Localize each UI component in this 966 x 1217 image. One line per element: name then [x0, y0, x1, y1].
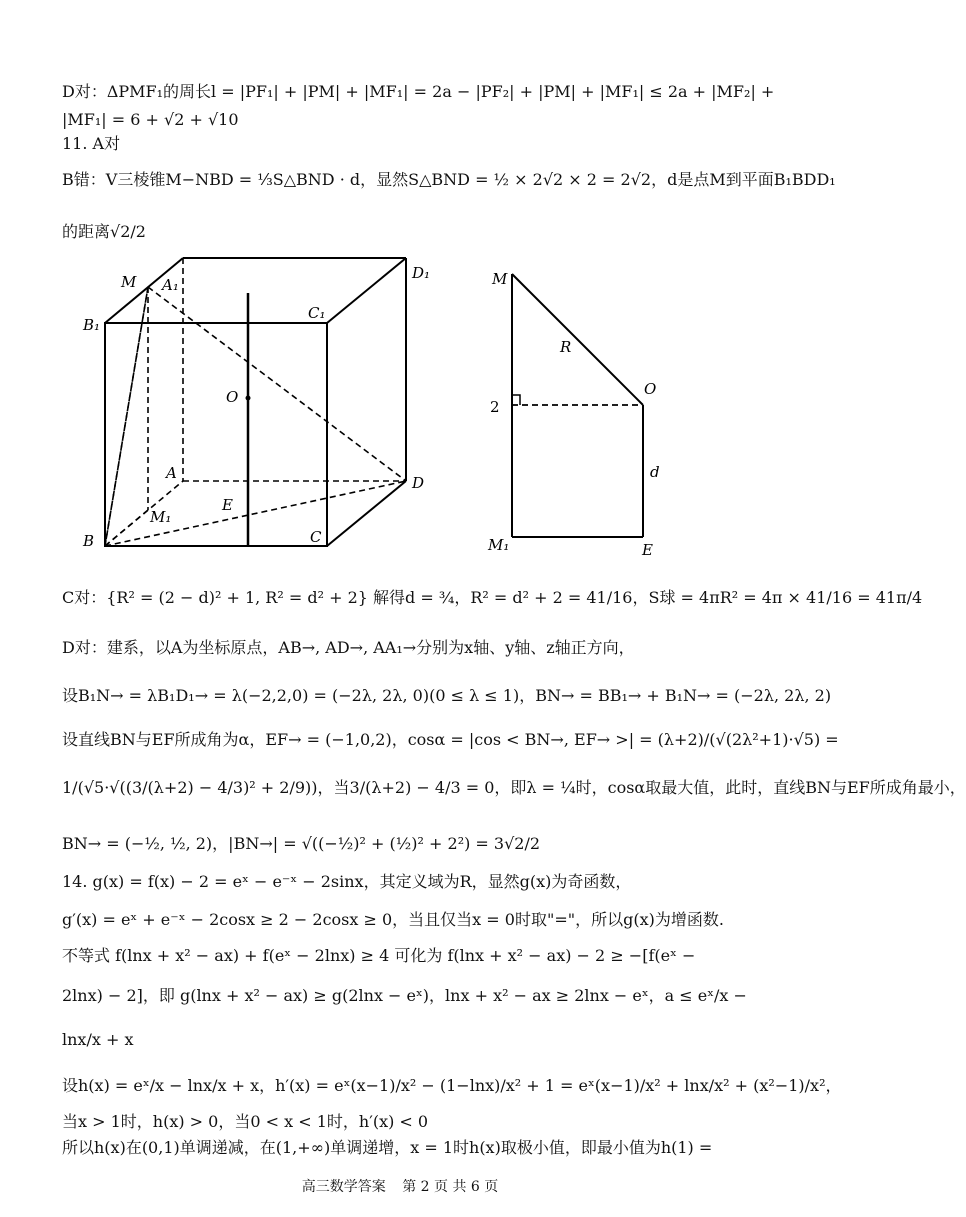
footer-page-number: 第 2 页 共 6 页: [402, 1179, 499, 1195]
label-e: E: [222, 496, 233, 514]
line-perimeter-result: |MF₁| = 6 + √2 + √10: [62, 110, 239, 129]
cube-figure: [80, 250, 440, 560]
line-h-definition: 设h(x) = eˣ/x − lnx/x + x，h′(x) = eˣ(x−1)/x² − (1−lnx)/x² + 1 = eˣ(x−1)/x² + lnx/x² + (x²−1)/x²，: [62, 1076, 842, 1095]
side-label-e: E: [642, 541, 653, 559]
line-b-volume: B错：V三棱锥M−NBD = ⅓S△BND · d，显然S△BND = ½ × 2√2 × 2 = 2√2，d是点M到平面B₁BDD₁: [62, 170, 836, 189]
line-q14-g: 14. g(x) = f(x) − 2 = eˣ − e⁻ˣ − 2sinx，其定义域为R，显然g(x)为奇函数，: [62, 872, 632, 891]
side-label-d: d: [650, 463, 660, 481]
line-inequality-2: 2lnx) − 2]，即 g(lnx + x² − ax) ≥ g(2lnx − eˣ)，lnx + x² − ax ≥ 2lnx − eˣ，a ≤ eˣ/x −: [62, 986, 747, 1005]
label-b: B: [83, 532, 95, 550]
label-m1: M₁: [150, 508, 172, 526]
label-a: A: [166, 464, 177, 482]
line-cos-max: 1/(√5·√((3/(λ+2) − 4/3)² + 2/9))，当3/(λ+2) − 4/3 = 0，即λ = ¼时，cosα取最大值，此时，直线BN与EF所成角最小，: [62, 778, 966, 797]
label-a1: A₁: [162, 276, 179, 294]
line-inequality-3: lnx/x + x: [62, 1030, 134, 1049]
line-q11: 11. A对: [62, 134, 121, 153]
side-label-m: M: [492, 270, 508, 288]
line-g-derivative: g′(x) = eˣ + e⁻ˣ − 2cosx ≥ 2 − 2cosx ≥ 0，当且仅当x = 0时取"="，所以g(x)为增函数.: [62, 910, 724, 929]
side-label-o: O: [644, 380, 657, 398]
line-h-monotonic: 所以h(x)在(0,1)单调递减，在(1,+∞)单调递增，x = 1时h(x)取极小值，即最小值为h(1) =: [62, 1138, 713, 1157]
label-b1: B₁: [83, 316, 101, 334]
line-inequality: 不等式 f(lnx + x² − ax) + f(eˣ − 2lnx) ≥ 4 可化为 f(lnx + x² − ax) − 2 ≥ −[f(eˣ −: [62, 946, 696, 965]
line-d-perimeter: D对：ΔPMF₁的周长l = |PF₁| + |PM| + |MF₁| = 2a − |PF₂| + |PM| + |MF₁| ≤ 2a + |MF₂| +: [62, 82, 775, 101]
line-distance: 的距离√2/2: [62, 222, 146, 241]
label-d: D: [412, 474, 425, 492]
page-footer: [0, 1176, 800, 1196]
side-label-2: 2: [490, 398, 500, 416]
label-c1: C₁: [308, 304, 326, 322]
line-cos-alpha: 设直线BN与EF所成角为α，EF→ = (−1,0,2)，cosα = |cos < BN→, EF→ >| = (λ+2)/(√(2λ²+1)·√5) =: [62, 730, 839, 749]
line-d-coordinates: D对：建系，以A为坐标原点，AB→, AD→, AA₁→分别为x轴、y轴、z轴正方向，: [62, 638, 635, 657]
side-label-r: R: [560, 338, 572, 356]
side-view-figure: [480, 260, 680, 560]
label-c: C: [310, 528, 322, 546]
line-c-solve: C对：{R² = (2 − d)² + 1, R² = d² + 2} 解得d = ¾，R² = d² + 2 = 41/16，S球 = 4πR² = 4π × 41/16 = 41π/4: [62, 588, 923, 607]
line-b1n-vector: 设B₁N→ = λB₁D₁→ = λ(−2,2,0) = (−2λ, 2λ, 0)(0 ≤ λ ≤ 1)，BN→ = BB₁→ + B₁N→ = (−2λ, 2λ, 2): [62, 686, 832, 705]
label-d1: D₁: [412, 264, 431, 282]
footer-title: 高三数学答案: [301, 1179, 386, 1195]
side-label-m1: M₁: [488, 536, 510, 554]
line-h-sign: 当x > 1时，h(x) > 0，当0 < x < 1时，h′(x) < 0: [62, 1112, 429, 1131]
label-m: M: [121, 273, 137, 291]
line-bn-length: BN→ = (−½, ½, 2)，|BN→| = √((−½)² + (½)² + 2²) = 3√2/2: [62, 834, 541, 853]
label-o: O: [226, 388, 239, 406]
